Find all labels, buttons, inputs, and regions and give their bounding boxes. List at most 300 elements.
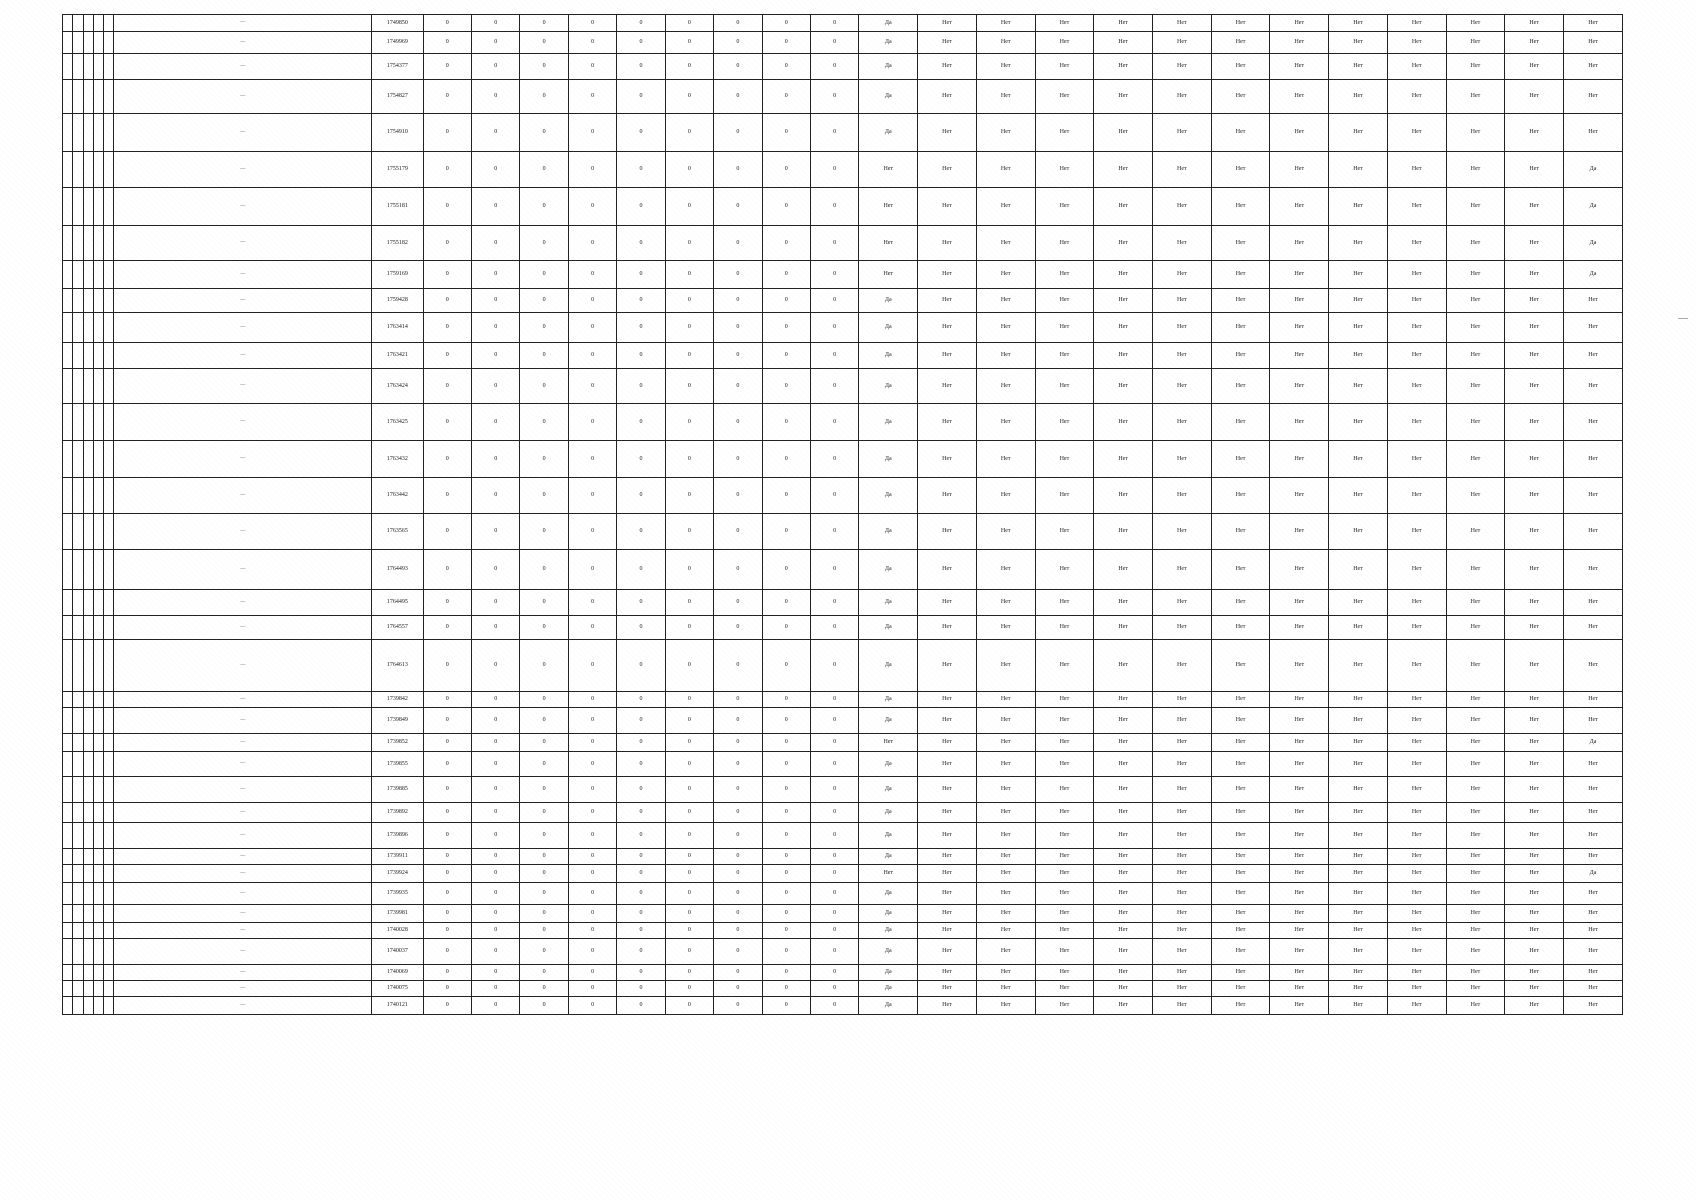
flag-cell: Нет — [1329, 313, 1388, 343]
empty-cell — [63, 313, 73, 343]
empty-cell — [63, 883, 73, 905]
flag-cell: Нет — [1329, 883, 1388, 905]
value-cell: 0 — [810, 777, 858, 803]
empty-cell — [83, 616, 93, 640]
empty-cell — [73, 313, 83, 343]
empty-cell — [83, 849, 93, 865]
empty-cell — [63, 997, 73, 1015]
value-cell: 0 — [665, 640, 713, 692]
flag-cell: Нет — [1035, 752, 1094, 777]
flag-cell: Нет — [1035, 32, 1094, 54]
value-cell: 0 — [472, 803, 520, 823]
flag-cell: Нет — [859, 226, 918, 261]
value-cell: 0 — [714, 188, 762, 226]
description-cell: — — [114, 734, 372, 752]
flag-cell: Нет — [1387, 923, 1446, 939]
flag-cell: Нет — [1211, 343, 1270, 369]
value-cell: 0 — [665, 981, 713, 997]
flag-cell: Да — [859, 369, 918, 404]
value-cell: 0 — [810, 905, 858, 923]
flag-cell: Да — [859, 905, 918, 923]
empty-cell — [73, 15, 83, 32]
flag-cell: Нет — [1329, 80, 1388, 114]
value-cell: 0 — [423, 981, 471, 997]
description-cell: — — [114, 752, 372, 777]
value-cell: 0 — [423, 905, 471, 923]
value-cell: 0 — [568, 152, 616, 188]
flag-cell: Нет — [1505, 590, 1564, 616]
empty-cell — [73, 54, 83, 80]
flag-cell: Нет — [1446, 981, 1505, 997]
value-cell: 0 — [520, 939, 568, 965]
empty-cell — [83, 997, 93, 1015]
flag-cell: Нет — [918, 965, 977, 981]
empty-cell — [104, 865, 114, 883]
value-cell: 0 — [568, 692, 616, 708]
value-cell: 0 — [617, 734, 665, 752]
value-cell: 0 — [714, 923, 762, 939]
value-cell: 0 — [520, 15, 568, 32]
value-cell: 0 — [568, 114, 616, 152]
value-cell: 0 — [423, 313, 471, 343]
value-cell: 0 — [617, 616, 665, 640]
flag-cell: Нет — [1505, 226, 1564, 261]
flag-cell: Нет — [1564, 616, 1623, 640]
value-cell: 0 — [520, 404, 568, 441]
flag-cell: Нет — [1446, 404, 1505, 441]
flag-cell: Нет — [1152, 692, 1211, 708]
flag-cell: Нет — [1270, 261, 1329, 289]
flag-cell: Нет — [1094, 849, 1153, 865]
flag-cell: Нет — [1387, 883, 1446, 905]
empty-cell — [83, 550, 93, 590]
value-cell: 0 — [423, 734, 471, 752]
empty-cell — [93, 369, 103, 404]
flag-cell: Нет — [1152, 188, 1211, 226]
flag-cell: Нет — [1329, 226, 1388, 261]
value-cell: 0 — [472, 616, 520, 640]
value-cell: 0 — [617, 261, 665, 289]
value-cell: 0 — [472, 965, 520, 981]
value-cell: 0 — [810, 923, 858, 939]
flag-cell: Нет — [1152, 441, 1211, 478]
value-cell: 0 — [665, 289, 713, 313]
value-cell: 0 — [714, 905, 762, 923]
flag-cell: Нет — [1035, 823, 1094, 849]
flag-cell: Нет — [1505, 313, 1564, 343]
value-cell: 0 — [568, 905, 616, 923]
flag-cell: Нет — [1564, 441, 1623, 478]
empty-cell — [83, 313, 93, 343]
empty-cell — [83, 32, 93, 54]
empty-cell — [63, 15, 73, 32]
value-cell: 0 — [617, 15, 665, 32]
flag-cell: Нет — [1035, 54, 1094, 80]
value-cell: 0 — [617, 404, 665, 441]
flag-cell: Нет — [976, 114, 1035, 152]
value-cell: 0 — [714, 261, 762, 289]
empty-cell — [73, 849, 83, 865]
flag-cell: Нет — [1505, 261, 1564, 289]
empty-cell — [63, 114, 73, 152]
empty-cell — [63, 965, 73, 981]
object-code-cell: 1755179 — [372, 152, 424, 188]
empty-cell — [73, 865, 83, 883]
flag-cell: Нет — [1152, 550, 1211, 590]
value-cell: 0 — [423, 865, 471, 883]
flag-cell: Да — [859, 777, 918, 803]
flag-cell: Нет — [1094, 777, 1153, 803]
flag-cell: Нет — [1387, 188, 1446, 226]
value-cell: 0 — [714, 369, 762, 404]
description-cell: — — [114, 905, 372, 923]
empty-cell — [104, 441, 114, 478]
flag-cell: Нет — [1211, 923, 1270, 939]
flag-cell: Нет — [1564, 777, 1623, 803]
empty-cell — [73, 708, 83, 734]
flag-cell: Нет — [1211, 849, 1270, 865]
empty-cell — [63, 692, 73, 708]
description-cell: — — [114, 152, 372, 188]
flag-cell: Нет — [1329, 343, 1388, 369]
empty-cell — [93, 803, 103, 823]
empty-cell — [73, 803, 83, 823]
flag-cell: Нет — [1152, 734, 1211, 752]
value-cell: 0 — [472, 865, 520, 883]
flag-cell: Нет — [1446, 114, 1505, 152]
flag-cell: Нет — [1564, 939, 1623, 965]
value-cell: 0 — [617, 752, 665, 777]
value-cell: 0 — [762, 777, 810, 803]
value-cell: 0 — [520, 849, 568, 865]
flag-cell: Нет — [1094, 865, 1153, 883]
empty-cell — [73, 80, 83, 114]
description-cell: — — [114, 939, 372, 965]
empty-cell — [93, 865, 103, 883]
flag-cell: Да — [859, 616, 918, 640]
flag-cell: Нет — [1035, 939, 1094, 965]
value-cell: 0 — [714, 114, 762, 152]
flag-cell: Нет — [1387, 15, 1446, 32]
value-cell: 0 — [423, 616, 471, 640]
table-row — [63, 478, 1623, 514]
flag-cell: Нет — [918, 404, 977, 441]
flag-cell: Нет — [1446, 865, 1505, 883]
flag-cell: Нет — [1505, 923, 1564, 939]
value-cell: 0 — [665, 616, 713, 640]
empty-cell — [104, 369, 114, 404]
value-cell: 0 — [665, 883, 713, 905]
flag-cell: Нет — [1329, 188, 1388, 226]
value-cell: 0 — [568, 343, 616, 369]
flag-cell: Нет — [1446, 883, 1505, 905]
flag-cell: Нет — [1329, 640, 1388, 692]
empty-cell — [104, 404, 114, 441]
empty-cell — [104, 981, 114, 997]
flag-cell: Нет — [918, 849, 977, 865]
object-code-cell: 1755181 — [372, 188, 424, 226]
object-code-cell: 1749850 — [372, 15, 424, 32]
flag-cell: Нет — [918, 313, 977, 343]
value-cell: 0 — [810, 404, 858, 441]
flag-cell: Нет — [1446, 289, 1505, 313]
flag-cell: Нет — [1446, 313, 1505, 343]
flag-cell: Нет — [1211, 114, 1270, 152]
flag-cell: Нет — [1211, 692, 1270, 708]
flag-cell: Нет — [1446, 188, 1505, 226]
flag-cell: Нет — [1505, 343, 1564, 369]
empty-cell — [63, 905, 73, 923]
object-code-cell: 1764495 — [372, 590, 424, 616]
empty-cell — [93, 441, 103, 478]
flag-cell: Нет — [1564, 708, 1623, 734]
flag-cell: Нет — [1387, 404, 1446, 441]
flag-cell: Нет — [976, 441, 1035, 478]
value-cell: 0 — [568, 823, 616, 849]
flag-cell: Нет — [1035, 734, 1094, 752]
empty-cell — [63, 226, 73, 261]
empty-cell — [63, 261, 73, 289]
flag-cell: Нет — [1094, 343, 1153, 369]
description-cell: — — [114, 923, 372, 939]
flag-cell: Нет — [1446, 734, 1505, 752]
value-cell: 0 — [714, 54, 762, 80]
description-cell: — — [114, 616, 372, 640]
flag-cell: Нет — [976, 590, 1035, 616]
value-cell: 0 — [520, 905, 568, 923]
value-cell: 0 — [568, 616, 616, 640]
value-cell: 0 — [472, 708, 520, 734]
flag-cell: Нет — [1035, 226, 1094, 261]
empty-cell — [93, 640, 103, 692]
flag-cell: Нет — [1270, 404, 1329, 441]
flag-cell: Нет — [1270, 343, 1329, 369]
empty-cell — [93, 849, 103, 865]
flag-cell: Нет — [1564, 404, 1623, 441]
flag-cell: Нет — [1329, 965, 1388, 981]
flag-cell: Нет — [918, 289, 977, 313]
table-row — [63, 441, 1623, 478]
empty-cell — [104, 313, 114, 343]
flag-cell: Нет — [1211, 313, 1270, 343]
flag-cell: Нет — [1211, 939, 1270, 965]
flag-cell: Нет — [1505, 514, 1564, 550]
empty-cell — [83, 80, 93, 114]
flag-cell: Нет — [1387, 343, 1446, 369]
flag-cell: Нет — [1211, 823, 1270, 849]
value-cell: 0 — [617, 590, 665, 616]
flag-cell: Нет — [1270, 289, 1329, 313]
value-cell: 0 — [520, 114, 568, 152]
empty-cell — [93, 32, 103, 54]
empty-cell — [73, 550, 83, 590]
value-cell: 0 — [762, 514, 810, 550]
flag-cell: Нет — [1094, 54, 1153, 80]
value-cell: 0 — [617, 478, 665, 514]
empty-cell — [93, 54, 103, 80]
value-cell: 0 — [423, 32, 471, 54]
value-cell: 0 — [617, 777, 665, 803]
value-cell: 0 — [472, 80, 520, 114]
value-cell: 0 — [568, 939, 616, 965]
flag-cell: Нет — [918, 997, 977, 1015]
value-cell: 0 — [520, 441, 568, 478]
flag-cell: Нет — [1211, 883, 1270, 905]
value-cell: 0 — [617, 369, 665, 404]
value-cell: 0 — [472, 514, 520, 550]
flag-cell: Нет — [1152, 15, 1211, 32]
flag-cell: Нет — [1035, 865, 1094, 883]
empty-cell — [73, 616, 83, 640]
empty-cell — [83, 981, 93, 997]
flag-cell: Нет — [976, 369, 1035, 404]
flag-cell: Нет — [1270, 865, 1329, 883]
flag-cell: Нет — [1505, 692, 1564, 708]
flag-cell: Нет — [1152, 777, 1211, 803]
value-cell: 0 — [617, 849, 665, 865]
table-row — [63, 80, 1623, 114]
value-cell: 0 — [665, 369, 713, 404]
empty-cell — [63, 343, 73, 369]
object-code-cell: 1740069 — [372, 965, 424, 981]
value-cell: 0 — [520, 313, 568, 343]
value-cell: 0 — [714, 939, 762, 965]
flag-cell: Нет — [1446, 80, 1505, 114]
flag-cell: Нет — [1094, 640, 1153, 692]
empty-cell — [83, 343, 93, 369]
description-cell: — — [114, 708, 372, 734]
flag-cell: Нет — [1564, 32, 1623, 54]
value-cell: 0 — [762, 54, 810, 80]
empty-cell — [104, 152, 114, 188]
flag-cell: Нет — [1211, 590, 1270, 616]
value-cell: 0 — [810, 823, 858, 849]
empty-cell — [83, 590, 93, 616]
value-cell: 0 — [423, 803, 471, 823]
flag-cell: Нет — [1270, 923, 1329, 939]
flag-cell: Нет — [1387, 692, 1446, 708]
value-cell: 0 — [472, 823, 520, 849]
flag-cell: Нет — [1270, 981, 1329, 997]
flag-cell: Нет — [1505, 114, 1564, 152]
table-row — [63, 369, 1623, 404]
flag-cell: Да — [859, 708, 918, 734]
value-cell: 0 — [714, 883, 762, 905]
flag-cell: Нет — [1211, 734, 1270, 752]
object-code-cell: 1739855 — [372, 752, 424, 777]
empty-cell — [104, 590, 114, 616]
empty-cell — [104, 752, 114, 777]
value-cell: 0 — [520, 616, 568, 640]
empty-cell — [83, 965, 93, 981]
value-cell: 0 — [520, 692, 568, 708]
value-cell: 0 — [520, 369, 568, 404]
empty-cell — [63, 939, 73, 965]
description-cell: — — [114, 369, 372, 404]
value-cell: 0 — [423, 152, 471, 188]
value-cell: 0 — [714, 226, 762, 261]
flag-cell: Нет — [1329, 114, 1388, 152]
value-cell: 0 — [617, 152, 665, 188]
empty-cell — [104, 114, 114, 152]
flag-cell: Нет — [1035, 616, 1094, 640]
value-cell: 0 — [665, 152, 713, 188]
table-row — [63, 313, 1623, 343]
value-cell: 0 — [423, 883, 471, 905]
flag-cell: Нет — [1564, 478, 1623, 514]
value-cell: 0 — [568, 441, 616, 478]
empty-cell — [93, 313, 103, 343]
value-cell: 0 — [520, 997, 568, 1015]
value-cell: 0 — [665, 54, 713, 80]
value-cell: 0 — [762, 550, 810, 590]
empty-cell — [63, 550, 73, 590]
value-cell: 0 — [714, 514, 762, 550]
empty-cell — [104, 80, 114, 114]
empty-cell — [83, 803, 93, 823]
value-cell: 0 — [472, 997, 520, 1015]
empty-cell — [93, 114, 103, 152]
flag-cell: Нет — [1035, 313, 1094, 343]
description-cell: — — [114, 226, 372, 261]
flag-cell: Нет — [976, 965, 1035, 981]
value-cell: 0 — [762, 981, 810, 997]
flag-cell: Нет — [1211, 905, 1270, 923]
table-row — [63, 849, 1623, 865]
value-cell: 0 — [762, 708, 810, 734]
value-cell: 0 — [423, 114, 471, 152]
value-cell: 0 — [423, 752, 471, 777]
flag-cell: Нет — [1152, 803, 1211, 823]
empty-cell — [63, 32, 73, 54]
empty-cell — [93, 883, 103, 905]
flag-cell: Нет — [1035, 692, 1094, 708]
empty-cell — [63, 981, 73, 997]
description-cell: — — [114, 777, 372, 803]
flag-cell: Нет — [1329, 550, 1388, 590]
description-cell: — — [114, 15, 372, 32]
empty-cell — [83, 752, 93, 777]
flag-cell: Нет — [1387, 32, 1446, 54]
flag-cell: Нет — [1505, 883, 1564, 905]
table-row — [63, 114, 1623, 152]
value-cell: 0 — [617, 313, 665, 343]
object-code-cell: 1764557 — [372, 616, 424, 640]
value-cell: 0 — [665, 692, 713, 708]
value-cell: 0 — [762, 923, 810, 939]
flag-cell: Нет — [1270, 80, 1329, 114]
flag-cell: Нет — [1329, 923, 1388, 939]
flag-cell: Нет — [918, 905, 977, 923]
empty-cell — [83, 905, 93, 923]
value-cell: 0 — [762, 404, 810, 441]
flag-cell: Да — [859, 514, 918, 550]
flag-cell: Да — [859, 114, 918, 152]
empty-cell — [73, 261, 83, 289]
flag-cell: Нет — [1446, 514, 1505, 550]
flag-cell: Нет — [1035, 883, 1094, 905]
flag-cell: Нет — [1211, 752, 1270, 777]
empty-cell — [83, 15, 93, 32]
table-row — [63, 692, 1623, 708]
value-cell: 0 — [520, 343, 568, 369]
flag-cell: Нет — [1564, 965, 1623, 981]
value-cell: 0 — [568, 708, 616, 734]
value-cell: 0 — [810, 965, 858, 981]
empty-cell — [93, 261, 103, 289]
empty-cell — [104, 849, 114, 865]
flag-cell: Нет — [1152, 752, 1211, 777]
